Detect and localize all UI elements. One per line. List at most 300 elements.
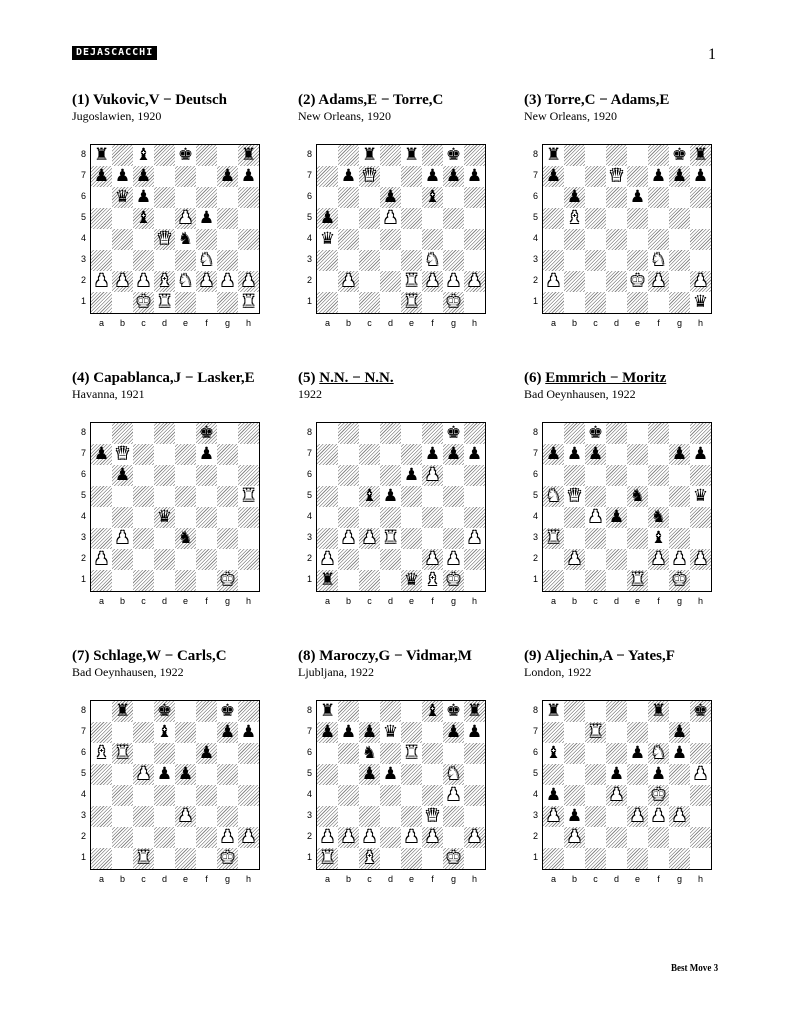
light-square [606,848,627,869]
black-pawn-icon: ♟ [114,465,131,485]
black-pawn-icon: ♟ [466,444,483,464]
white-bishop-icon: ♝ [93,743,110,763]
light-square [338,444,359,465]
white-pawn-icon: ♟ [114,528,131,548]
dark-square [443,806,464,827]
dark-square [464,785,485,806]
rank-label: 1 [532,852,538,862]
light-square [175,507,196,528]
rank-label: 3 [306,532,312,542]
light-square [338,292,359,313]
rank-label: 3 [80,532,86,542]
dark-square [627,208,648,229]
light-square [175,743,196,764]
dark-square [690,743,711,764]
dark-square [175,722,196,743]
white-pawn-icon: ♟ [692,764,709,784]
light-square [133,549,154,570]
file-label: f [431,596,434,606]
file-label: g [224,596,230,606]
light-square [238,444,259,465]
dark-square [359,444,380,465]
dark-square [380,271,401,292]
light-square [338,208,359,229]
dark-square [196,701,217,722]
white-knight-icon: ♞ [177,271,194,291]
light-square [380,444,401,465]
file-label: b [119,318,125,328]
white-pawn-icon: ♟ [445,785,462,805]
black-bishop-icon: ♝ [156,722,173,742]
game-players: Emmrich − Moritz [545,370,667,386]
white-pawn-icon: ♟ [424,827,441,847]
white-pawn-icon: ♟ [692,549,709,569]
white-pawn-icon: ♟ [445,271,462,291]
black-pawn-icon: ♟ [587,444,604,464]
black-pawn-icon: ♟ [382,764,399,784]
dark-square [91,292,112,313]
light-square [543,187,564,208]
light-square [606,806,627,827]
light-square [380,806,401,827]
dark-square [238,465,259,486]
light-square [91,827,112,848]
file-label: b [345,596,351,606]
file-label: b [345,318,351,328]
dark-square [606,701,627,722]
white-pawn-icon: ♟ [219,827,236,847]
dark-square [112,229,133,250]
light-square [238,806,259,827]
black-rook-icon: ♜ [466,701,483,721]
light-square [196,570,217,591]
dark-square [338,187,359,208]
light-square [401,507,422,528]
light-square [669,423,690,444]
dark-square [648,145,669,166]
white-queen-icon: ♛ [361,166,378,186]
file-label: b [119,596,125,606]
white-pawn-icon: ♟ [608,785,625,805]
dark-square [217,806,238,827]
light-square [217,507,238,528]
light-square [627,507,648,528]
dark-square [91,848,112,869]
black-pawn-icon: ♟ [382,486,399,506]
black-pawn-icon: ♟ [114,166,131,186]
light-square [133,229,154,250]
dark-square [585,166,606,187]
light-square [359,549,380,570]
rank-label: 4 [80,233,86,243]
light-square [443,743,464,764]
dark-square [543,292,564,313]
light-square [627,701,648,722]
rank-label: 8 [306,149,312,159]
game-number: (3) [524,92,545,108]
dark-square [401,208,422,229]
black-pawn-icon: ♟ [361,764,378,784]
light-square [91,701,112,722]
white-queen-icon: ♛ [156,229,173,249]
dark-square [422,423,443,444]
rank-label: 7 [80,170,86,180]
dark-square [443,208,464,229]
dark-square [648,465,669,486]
light-square [91,187,112,208]
rank-label: 6 [532,747,538,757]
black-queen-icon: ♛ [692,292,709,312]
dark-square [422,785,443,806]
dark-square [317,764,338,785]
rank-label: 7 [80,448,86,458]
light-square [196,528,217,549]
light-square [401,549,422,570]
light-square [543,423,564,444]
light-square [606,528,627,549]
file-label: h [697,874,703,884]
file-label: e [408,596,414,606]
light-square [606,570,627,591]
white-pawn-icon: ♟ [629,806,646,826]
light-square [338,764,359,785]
black-queen-icon: ♛ [403,570,420,590]
chess-board [90,144,260,314]
black-pawn-icon: ♟ [692,166,709,186]
chess-board [316,422,486,592]
game-title [72,648,302,665]
light-square [196,486,217,507]
black-bishop-icon: ♝ [424,701,441,721]
rank-label: 5 [306,490,312,500]
file-label: e [634,596,640,606]
dark-square [669,486,690,507]
rank-label: 4 [306,233,312,243]
file-label: b [571,596,577,606]
light-square [564,570,585,591]
rank-label: 3 [532,254,538,264]
white-pawn-icon: ♟ [424,465,441,485]
dark-square [543,208,564,229]
rank-label: 2 [532,275,538,285]
file-label: c [367,874,372,884]
light-square [133,743,154,764]
rank-label: 2 [80,275,86,285]
white-pawn-icon: ♟ [219,271,236,291]
dark-square [690,465,711,486]
black-pawn-icon: ♟ [240,166,257,186]
white-pawn-icon: ♟ [692,271,709,291]
black-pawn-icon: ♟ [361,722,378,742]
light-square [196,848,217,869]
dark-square [690,507,711,528]
file-label: c [367,596,372,606]
dark-square [606,271,627,292]
dark-square [380,701,401,722]
dark-square [133,722,154,743]
dark-square [133,528,154,549]
black-rook-icon: ♜ [240,145,257,165]
light-square [112,208,133,229]
dark-square [401,848,422,869]
black-pawn-icon: ♟ [466,166,483,186]
light-square [217,229,238,250]
dark-square [543,722,564,743]
dark-square [91,250,112,271]
dark-square [359,250,380,271]
dark-square [401,486,422,507]
light-square [669,271,690,292]
dark-square [564,465,585,486]
black-pawn-icon: ♟ [650,166,667,186]
light-square [564,848,585,869]
black-rook-icon: ♜ [319,701,336,721]
file-label: e [634,318,640,328]
dark-square [669,528,690,549]
dark-square [133,570,154,591]
dark-square [380,785,401,806]
light-square [154,806,175,827]
dark-square [338,229,359,250]
light-square [648,444,669,465]
light-square [690,208,711,229]
dark-square [196,187,217,208]
white-pawn-icon: ♟ [177,208,194,228]
light-square [154,208,175,229]
light-square [627,827,648,848]
file-label: c [141,874,146,884]
white-king-icon: ♚ [445,292,462,312]
light-square [175,187,196,208]
dark-square [175,444,196,465]
file-label: f [657,874,660,884]
rank-label: 1 [80,296,86,306]
light-square [359,701,380,722]
dark-square [175,486,196,507]
game-number: (5) [298,370,320,386]
rank-label: 5 [306,212,312,222]
rank-label: 4 [532,233,538,243]
light-square [133,827,154,848]
light-square [338,570,359,591]
light-square [401,229,422,250]
white-pawn-icon: ♟ [424,271,441,291]
light-square [564,764,585,785]
dark-square [690,187,711,208]
dark-square [585,806,606,827]
chess-board [542,700,712,870]
light-square [317,145,338,166]
dark-square [564,785,585,806]
white-knight-icon: ♞ [424,250,441,270]
dark-square [338,785,359,806]
light-square [133,785,154,806]
rank-label: 3 [306,810,312,820]
black-pawn-icon: ♟ [671,444,688,464]
white-rook-icon: ♜ [629,570,646,590]
light-square [690,806,711,827]
dark-square [401,250,422,271]
light-square [464,250,485,271]
file-label: f [431,318,434,328]
file-label: a [550,596,556,606]
file-label: f [431,874,434,884]
black-queen-icon: ♛ [114,187,131,207]
light-square [648,486,669,507]
file-label: h [471,318,477,328]
dark-square [380,827,401,848]
black-rook-icon: ♜ [403,145,420,165]
light-square [606,722,627,743]
light-square [175,423,196,444]
dark-square [648,229,669,250]
black-bishop-icon: ♝ [361,486,378,506]
rank-label: 8 [80,149,86,159]
game-players: Maroczy,G − Vidmar,M [319,648,472,664]
file-label: d [613,874,619,884]
white-knight-icon: ♞ [445,764,462,784]
dark-square [464,507,485,528]
dark-square [317,806,338,827]
black-king-icon: ♚ [671,145,688,165]
light-square [196,722,217,743]
light-square [627,229,648,250]
light-square [359,785,380,806]
light-square [217,743,238,764]
rank-label: 6 [306,191,312,201]
dark-square [196,785,217,806]
dark-square [317,486,338,507]
dark-square [175,848,196,869]
game-place-year: 1922 [298,387,322,401]
black-queen-icon: ♛ [692,486,709,506]
game-title [72,92,302,109]
dark-square [422,743,443,764]
rank-label: 4 [532,789,538,799]
light-square [443,465,464,486]
light-square [627,145,648,166]
black-pawn-icon: ♟ [156,764,173,784]
white-pawn-icon: ♟ [587,507,604,527]
dark-square [464,187,485,208]
dark-square [359,292,380,313]
dark-square [443,250,464,271]
dark-square [627,528,648,549]
black-pawn-icon: ♟ [671,743,688,763]
dark-square [154,827,175,848]
game-diagram [72,92,302,352]
light-square [154,570,175,591]
file-label: f [205,318,208,328]
file-label: a [98,596,104,606]
dark-square [238,743,259,764]
rank-label: 3 [532,810,538,820]
game-place-year: Havanna, 1921 [72,387,145,401]
file-label: h [697,318,703,328]
white-pawn-icon: ♟ [93,271,110,291]
black-pawn-icon: ♟ [93,166,110,186]
file-label: c [367,318,372,328]
dark-square [564,701,585,722]
dark-square [238,549,259,570]
light-square [585,229,606,250]
file-label: g [450,318,456,328]
file-label: b [571,874,577,884]
white-knight-icon: ♞ [650,743,667,763]
game-title [524,648,754,665]
light-square [380,848,401,869]
black-pawn-icon: ♟ [424,444,441,464]
black-pawn-icon: ♟ [650,764,667,784]
file-label: c [593,318,598,328]
dark-square [564,743,585,764]
light-square [627,785,648,806]
rank-label: 7 [532,726,538,736]
black-rook-icon: ♜ [650,701,667,721]
black-pawn-icon: ♟ [135,166,152,186]
chess-board [316,144,486,314]
light-square [585,465,606,486]
chess-board [542,422,712,592]
dark-square [91,722,112,743]
dark-square [317,528,338,549]
game-number: (4) [72,370,94,386]
dark-square [380,507,401,528]
dark-square [133,444,154,465]
dark-square [606,145,627,166]
rank-label: 4 [306,511,312,521]
file-label: f [205,596,208,606]
file-label: f [657,596,660,606]
light-square [543,827,564,848]
file-label: c [593,596,598,606]
rank-label: 4 [80,511,86,521]
dark-square [217,528,238,549]
dark-square [401,764,422,785]
dark-square [338,465,359,486]
white-rook-icon: ♜ [403,292,420,312]
light-square [669,187,690,208]
game-place-year: Bad Oeynhausen, 1922 [72,665,184,679]
file-label: e [182,318,188,328]
light-square [464,486,485,507]
rank-label: 7 [306,448,312,458]
white-king-icon: ♚ [219,848,236,868]
dark-square [401,806,422,827]
rank-label: 8 [306,427,312,437]
black-pawn-icon: ♟ [445,444,462,464]
file-label: e [182,874,188,884]
black-king-icon: ♚ [156,701,173,721]
dark-square [669,292,690,313]
file-label: g [450,874,456,884]
dark-square [154,465,175,486]
light-square [585,743,606,764]
light-square [91,423,112,444]
white-king-icon: ♚ [671,570,688,590]
dark-square [338,549,359,570]
file-label: g [224,318,230,328]
white-bishop-icon: ♝ [361,848,378,868]
dark-square [91,208,112,229]
white-pawn-icon: ♟ [340,271,357,291]
dark-square [133,806,154,827]
black-pawn-icon: ♟ [340,166,357,186]
black-king-icon: ♚ [219,701,236,721]
black-pawn-icon: ♟ [340,722,357,742]
light-square [238,848,259,869]
dark-square [112,827,133,848]
